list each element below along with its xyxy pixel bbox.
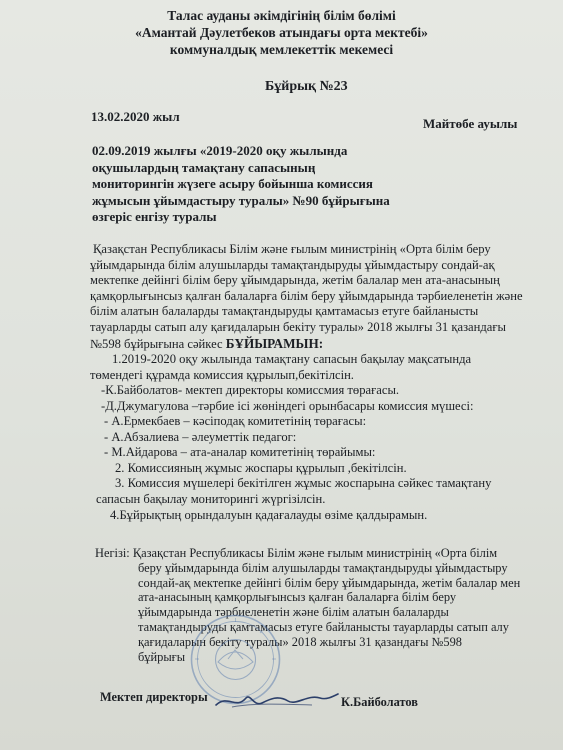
preamble-line: тауарларды сатып алу қағидаларын бекіту туралы» 2018 жылғы 31 қазандағы xyxy=(90,319,507,334)
order-item: 4.Бұйрықтың орындалуын қадағалауды өзіме қалдырамын. xyxy=(110,508,428,522)
subject-line: оқушылардың тамақтану сапасының xyxy=(92,159,316,175)
basis-line: сондай-ақ мектепке дейінгі білім беру ұйымдарында, жетім балалар мен xyxy=(138,575,521,590)
header-organization: Талас ауданы әкімдігінің білім бөлімі xyxy=(167,8,396,23)
signature-role: Мектеп директоры xyxy=(100,690,208,704)
order-place: Майтөбе ауылы xyxy=(423,116,518,131)
commission-member: -К.Байболатов- мектеп директоры комиссмия төрағасы. xyxy=(101,383,400,397)
basis-line: ұйымдарында тәрбиеленетін және білім алатын балаларды xyxy=(138,605,449,620)
preamble-line xyxy=(90,336,530,353)
preamble-line-end: №598 бұйрығына сәйкес xyxy=(90,336,226,351)
commission-member: - А.Абзалиева – әлеуметтік педагог: xyxy=(104,429,297,444)
preamble-line: қамқорлығынсыз қалған балаларға білім беру ұйымдарында тәрбиеленетін және xyxy=(90,288,523,303)
signature-name: К.Байболатов xyxy=(341,695,418,709)
subject-line: мониторингін жүзеге асыру бойынша комиссия xyxy=(92,176,373,191)
basis-paragraph xyxy=(95,546,525,664)
commission-member: - А.Ермекбаев – кәсіподақ комитетінің төрағасы: xyxy=(104,414,367,428)
director-signature xyxy=(212,685,342,715)
header-institution-type: коммуналдық мемлекеттік мекемесі xyxy=(169,42,394,57)
basis-line: бұйрығы xyxy=(138,649,186,664)
order-item: 3. Комиссия мүшелері бекітілген жұмыс жоспарына сәйкес тамақтану xyxy=(115,476,492,490)
order-title: Бұйрық №23 xyxy=(265,79,348,94)
preamble-paragraph xyxy=(90,242,530,352)
subject-line: жұмысын ұйымдастыру туралы» №90 бұйрығына xyxy=(92,192,390,208)
commission-member: - М.Айдарова – ата-аналар комитетінің төрайымы: xyxy=(104,445,376,459)
order-item: сапасын бақылау мониторингі жүргізілсін. xyxy=(96,491,326,506)
basis-line: беру ұйымдарында білім алушыларды тамақтандыруды ұйымдастыру xyxy=(138,560,508,575)
preamble-line: мектепке дейінгі білім беру ұйымдарында, жетім балалар мен ата-анасының xyxy=(90,273,500,288)
subject-line: 02.09.2019 жылғы «2019-2020 оқу жылында xyxy=(92,143,348,158)
commission-member: -Д.Джумагулова –тәрбие ісі жөніндегі орынбасары комиссия мүшесі: xyxy=(101,398,474,413)
basis-line: тамақтандыруды қамтамасыз етуге байланысты тауарларды сатып алу xyxy=(138,619,509,634)
order-item: 2. Комиссияның жұмыс жоспары құрылып ,бекітілсін. xyxy=(115,460,407,475)
order-word: БҰЙЫРАМЫН: xyxy=(225,335,324,351)
order-item: 1.2019-2020 оқу жылында тамақтану сапасын бақылау мақсатында xyxy=(112,352,472,366)
basis-line: қағидаларын бекіту туралы» 2018 жылғы 31 қазандағы №598 xyxy=(138,634,462,649)
order-item: төмендегі құрамда комиссия құрылып,бекітілсін. xyxy=(90,367,354,382)
subject-line: өзгеріс енгізу туралы xyxy=(92,209,217,224)
preamble-line: ұйымдарында білім алушыларды тамақтандыруды ұйымдастыру сондай-ақ xyxy=(90,257,495,272)
header-school-name: «Амантай Дәулетбеков атындағы орта мектебі» xyxy=(135,25,428,40)
preamble-line: Қазақстан Республикасы Білім және ғылым министрінің «Орта білім беру xyxy=(93,242,491,256)
order-date: 13.02.2020 жыл xyxy=(91,109,180,124)
basis-line: Негізі: Қазақстан Республикасы Білім және ғылым министрінің «Орта білім xyxy=(95,546,498,560)
preamble-line: білім алатын балаларды тамақтандыруды қамтамасыз етуге байланысты xyxy=(90,304,479,319)
basis-line: ата-анасының қамқорлығынсыз қалған балаларға білім беру xyxy=(138,590,457,605)
